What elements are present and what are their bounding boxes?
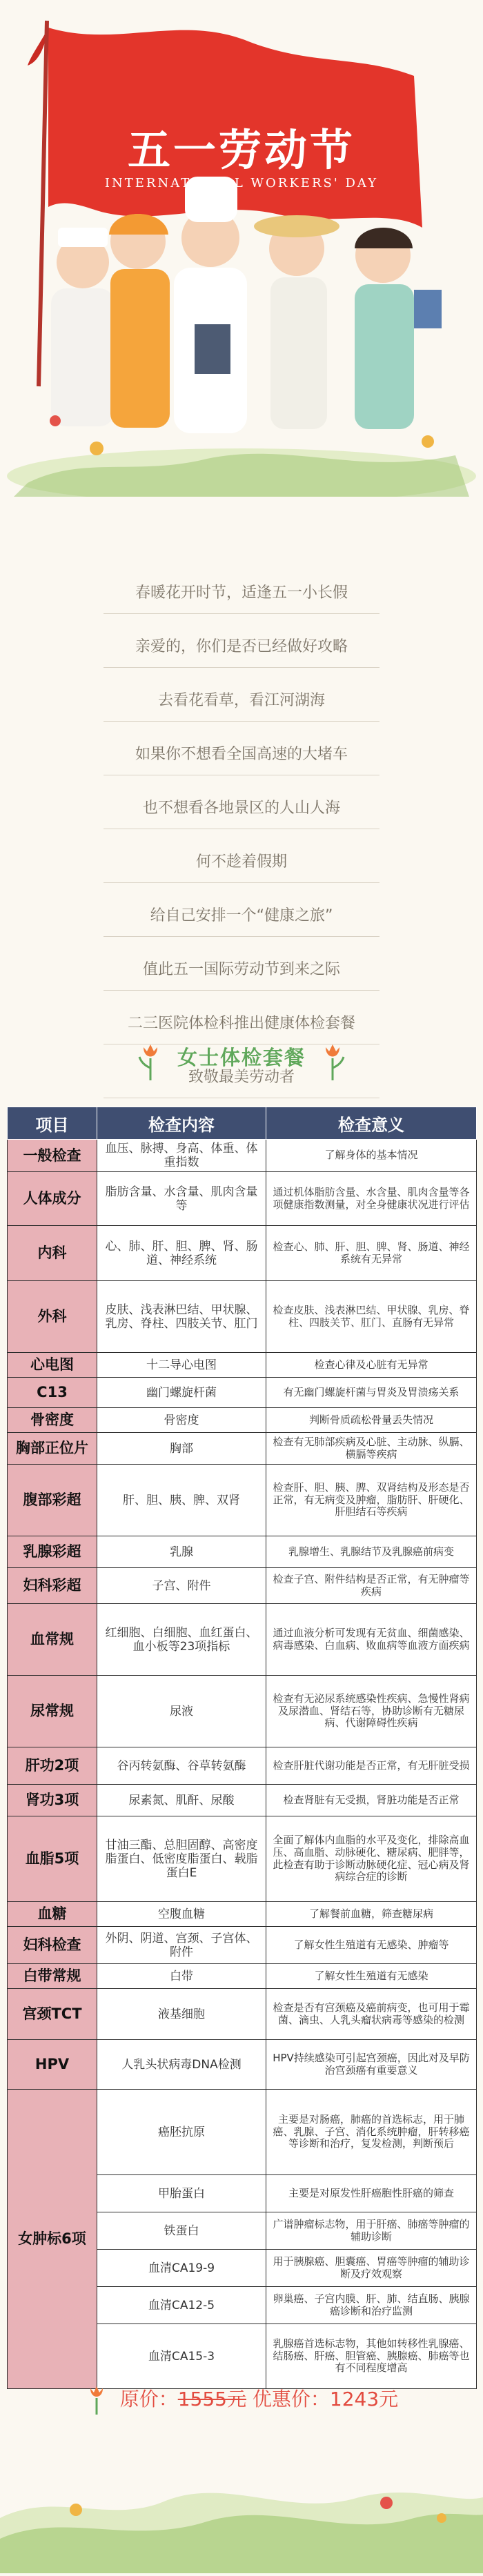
intro-line: 也不想看各地景区的人山人海 [0, 781, 483, 835]
tulip-icon [319, 1040, 346, 1082]
table-row: 一般检查 血压、脉搏、身高、体重、体重指数 了解身体的基本情况 [8, 1140, 477, 1172]
table-row: 血脂5项 甘油三酯、总胆固醇、高密度脂蛋白、低密度脂蛋白、载脂蛋白E 全面了解体内血脂的水平及变化，排除高血压、高血脂、动脉硬化、糖尿病、肥胖等，此检查有助于诊断动脉硬化症、冠心病及肾病综合症的诊断 [8, 1816, 477, 1902]
table-row: 宫颈TCT 液基细胞 检查是否有宫颈癌及癌前病变，也可用于霉菌、滴虫、人乳头瘤状病毒等感染的检测 [8, 1989, 477, 2040]
intro-line: 如果你不想看全国高速的大堵车 [0, 727, 483, 781]
hero-title: 五一劳动节 [127, 125, 355, 175]
table-row: 血清CA15-3 乳腺癌首选标志物，其他如转移性乳腺癌、结肠癌、肝癌、胆管癌、胰腺癌、肺癌等也有不同程度增高 [8, 2324, 477, 2389]
table-row: 胸部正位片 胸部 检查有无肺部疾病及心脏、主动脉、纵膈、横膈等疾病 [8, 1433, 477, 1465]
table-header-row [8, 1107, 477, 1140]
table-row: 血清CA19-9 用于胰腺癌、胆囊癌、胃癌等肿瘤的辅助诊断及疗效观察 [8, 2250, 477, 2287]
intro-line: 春暖花开时节，适逢五一小长假 [0, 566, 483, 620]
table-row: C13 幽门螺旋杆菌 有无幽门螺旋杆菌与胃炎及胃溃疡关系 [8, 1378, 477, 1408]
table-row: 外科 皮肤、浅表淋巴结、甲状腺、乳房、脊柱、四肢关节、肛门 检查皮肤、浅表淋巴结、甲状腺、乳房、脊柱、四肢关节、肛门、直肠有无异常 [8, 1281, 477, 1353]
hero-illustration [0, 0, 483, 497]
table-row: 甲胎蛋白 主要是对原发性肝癌胞性肝癌的筛查 [8, 2175, 477, 2212]
table-row: 血清CA12-5 卵巢癌、子宫内膜、肝、肺、结直肠、胰腺癌诊断和治疗监测 [8, 2287, 477, 2324]
flag-pole-icon [39, 21, 47, 386]
hero-subtitle: INTERNATIONAL WORKERS' DAY [104, 176, 379, 190]
table-row: 血常规 红细胞、白细胞、血红蛋白、血小板等23项指标 通过血液分析可发现有无贫血、细菌感染、病毒感染、白血病、败血病等血液方面疾病 [8, 1604, 477, 1676]
intro-line: 致敬最美劳动者 [0, 1050, 483, 1104]
original-price: 1555元 [177, 2388, 246, 2410]
table-row: 白带常规 白带 了解女性生殖道有无感染 [8, 1964, 477, 1989]
table-row: 妇科彩超 子宫、附件 检查子宫、附件结构是否正常，有无肿瘤等疾病 [8, 1568, 477, 1604]
tulip-icon [137, 1040, 164, 1082]
tumor-group-label: 女肿标6项 [8, 2090, 97, 2389]
table-row: 骨密度 骨密度 判断骨质疏松骨量丢失情况 [8, 1408, 477, 1433]
column-header: 检查内容 [97, 1107, 266, 1140]
table-row: 血糖 空腹血糖 了解餐前血糖，筛查糖尿病 [8, 1902, 477, 1927]
intro-line: 给自己安排一个“健康之旅” [0, 889, 483, 942]
table-row: 腹部彩超 肝、胆、胰、脾、双肾 检查肝、胆、胰、脾、双肾结构及形态是否正常，有无病变及肿瘤，脂肪肝、肝硬化、肝胆结石等疾病 [8, 1465, 477, 1536]
intro-lines [0, 566, 483, 1104]
price-line [0, 2384, 483, 2416]
hero-banner [0, 0, 483, 497]
column-header: 检查意义 [266, 1107, 477, 1140]
table-row: 肾功3项 尿素氮、肌酐、尿酸 检查肾脏有无受损，肾脏功能是否正常 [8, 1785, 477, 1816]
table-row: 人体成分 脂肪含量、水含量、肌肉含量等 通过机体脂肪含量、水含量、肌肉含量等各项健康指数测量，对全身健康状况进行评估 [8, 1172, 477, 1226]
package-title: 女士体检套餐 [177, 1045, 306, 1069]
table-row: 乳腺彩超 乳腺 乳腺增生、乳腺结节及乳腺癌前病变 [8, 1536, 477, 1568]
tulip-icon [85, 2384, 108, 2416]
intro-line: 亲爱的，你们是否已经做好攻略 [0, 620, 483, 673]
column-header: 项目 [8, 1107, 97, 1140]
discount-price: 1243元 [329, 2388, 399, 2410]
table-row: 肝功2项 谷丙转氨酶、谷草转氨酶 检查肝脏代谢功能是否正常，有无肝脏受损 [8, 1747, 477, 1785]
original-price-label: 原价： [119, 2388, 178, 2410]
intro-line: 去看花看草，看江河湖海 [0, 673, 483, 727]
table-row: 内科 心、肺、肝、胆、脾、肾、肠道、神经系统 检查心、肺、肝、胆、脾、肾、肠道、神经系统有无异常 [8, 1226, 477, 1281]
table-row: 铁蛋白 广谱肿瘤标志物，用于肝癌、肺癌等肿瘤的辅助诊断 [8, 2212, 477, 2250]
table-row: 妇科检查 外阴、阴道、宫颈、子宫体、附件 了解女性生殖道有无感染、肿瘤等 [8, 1927, 477, 1964]
intro-line: 值此五一国际劳动节到来之际 [0, 942, 483, 996]
intro-line: 二三医院体检科推出健康体检套餐 [0, 996, 483, 1050]
package-heading [0, 1040, 483, 1082]
table-row: HPV 人乳头状病毒DNA检测 HPV持续感染可引起宫颈癌，因此对及早防治宫颈癌有重要意义 [8, 2040, 477, 2090]
footer-grass-icon [0, 2435, 483, 2573]
table-row: 女肿标6项 癌胚抗原 主要是对肠癌，肺癌的首选标志，用于肺癌、乳腺、子宫、消化系统肿瘤，肝转移癌等诊断和治疗，复发检测，判断预后 [8, 2090, 477, 2175]
discount-price-label: 优惠价： [252, 2388, 330, 2410]
table-row: 尿常规 尿液 检查有无泌尿系统感染性疾病、急慢性肾病及尿潜血、肾结石等，协助诊断有无糖尿病、代谢障碍性疾病 [8, 1676, 477, 1747]
table-row: 心电图 十二导心电图 检查心律及心脏有无异常 [8, 1353, 477, 1378]
checkup-table [7, 1107, 476, 2389]
intro-line: 何不趁着假期 [0, 835, 483, 889]
